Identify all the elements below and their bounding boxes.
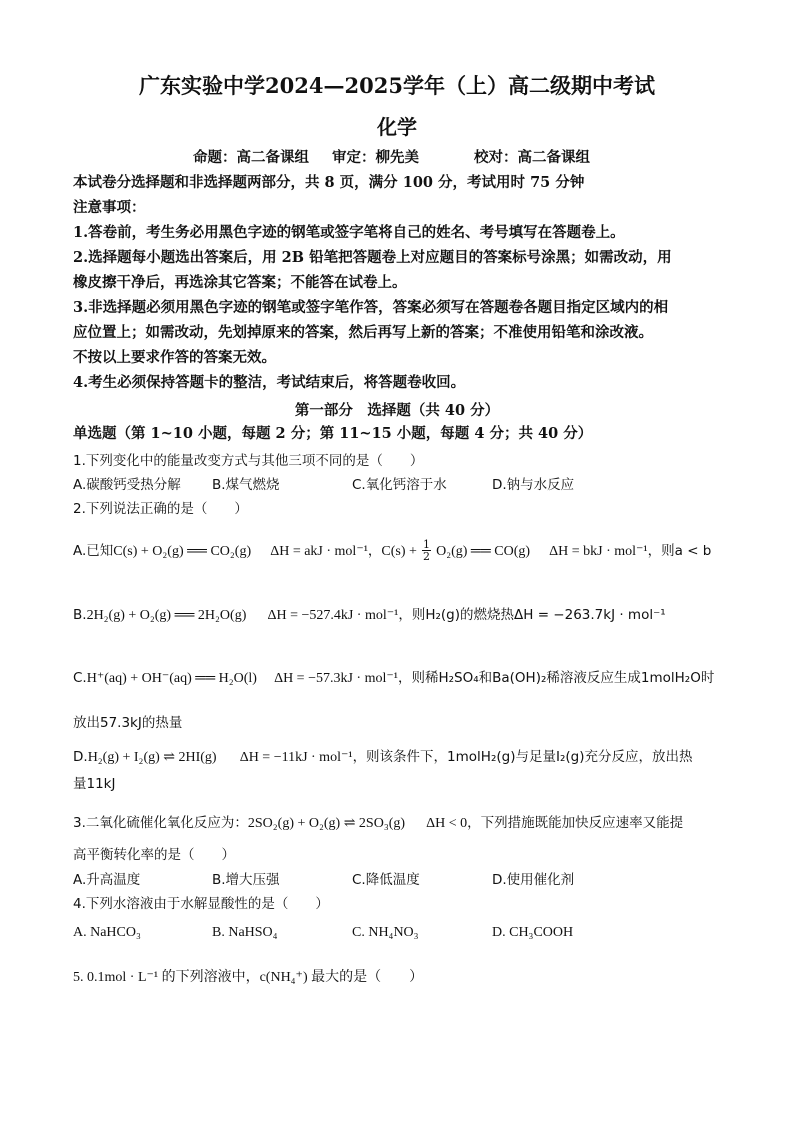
q3-option-b: B.增大压强 (212, 872, 280, 888)
q2-a-separator: ， (367, 543, 382, 559)
q1-option-a: A.碳酸钙受热分解 (73, 477, 181, 493)
q1-stem: 1.下列变化中的能量改变方式与其他三项不同的是（ ） (73, 453, 424, 469)
q2-a-enthalpy-2: ΔH = bkJ · mol⁻¹ (549, 544, 648, 559)
author-label: 命题：高二备课组 (193, 149, 309, 166)
q3-stem-tail: ，下列措施既能加快反应速率又能提 (467, 815, 684, 831)
q2-b-equation: 2H₂(g) + O₂(g) ══ 2H₂O(g) (86, 608, 247, 623)
section-instructions: 单选题（第 1~10 小题，每题 2 分；第 11~15 小题，每题 4 分；共 40 分） (73, 425, 593, 442)
q2-d-continuation: 量11kJ (73, 776, 116, 792)
q3-option-d: D.使用催化剂 (492, 872, 575, 888)
q4-option-c: C. NH₄NO₃ (352, 925, 419, 940)
q2-option-d (73, 745, 692, 766)
q2-b-enthalpy: ΔH = −527.4kJ · mol⁻¹ (267, 608, 399, 623)
q2-a-equation-2b: O₂(g) ══ CO(g) (436, 544, 531, 559)
q2-a-enthalpy-1: ΔH = akJ · mol⁻¹ (270, 544, 368, 559)
q1-option-c: C.氧化钙溶于水 (352, 477, 447, 493)
reviewer-label: 审定：柳先美 (332, 149, 419, 166)
q5-stem: 5. 0.1mol · L⁻¹ 的下列溶液中，c(NH₄⁺) 最大的是（ ） (73, 970, 424, 985)
q3-enthalpy: ΔH < 0 (426, 816, 468, 831)
q2-c-prefix: C. (73, 670, 87, 686)
q2-option-b (73, 603, 666, 624)
q2-c-enthalpy: ΔH = −57.3kJ · mol⁻¹ (274, 671, 398, 686)
q2-c-equation: H⁺(aq) + OH⁻(aq) ══ H₂O(l) (86, 671, 257, 686)
notice-heading: 注意事项： (73, 199, 146, 216)
q2-a-conclusion: ，则a < b (647, 543, 712, 559)
q3-equation: 2SO₂(g) + O₂(g) ⇌ 2SO₃(g) (247, 816, 406, 831)
notice-1: 1.答卷前，考生务必用黑色字迹的钢笔或签字笔将自己的姓名、考号填写在答题卷上。 (73, 224, 625, 241)
exam-subject: 化学 (377, 115, 417, 139)
q2-d-prefix: D. (73, 749, 88, 765)
proof-label: 校对：高二备课组 (474, 149, 590, 166)
half-fraction (422, 539, 431, 562)
q2-b-conclusion: ，则H₂(g)的燃烧热ΔH = −263.7kJ · mol⁻¹ (398, 607, 666, 623)
q2-d-enthalpy: ΔH = −11kJ · mol⁻¹ (239, 750, 353, 765)
q2-a-equation-1: C(s) + O₂(g) ══ CO₂(g) (113, 544, 252, 559)
exam-title: 广东实验中学2024—2025学年（上）高二级期中考试 (139, 73, 655, 98)
q2-a-equation-2a: C(s) + (381, 544, 417, 559)
q4-option-b: B. NaHSO₄ (212, 925, 278, 940)
notice-3-line1: 3.非选择题必须用黑色字迹的钢笔或签字笔作答，答案必须写在答题卷各题目指定区域内的相 (73, 299, 669, 316)
q3-stem-prefix: 3.二氧化硫催化氧化反应为： (73, 815, 248, 831)
q2-d-equation: H₂(g) + I₂(g) ⇌ 2HI(g) (87, 750, 217, 765)
q4-stem: 4.下列水溶液由于水解显酸性的是（ ） (73, 896, 329, 912)
q3-stem (73, 811, 683, 832)
q1-option-d: D.钠与水反应 (492, 477, 575, 493)
q2-c-conclusion: ，则稀H₂SO₄和Ba(OH)₂稀溶液反应生成1molH₂O时 (397, 670, 715, 686)
q3-option-a: A.升高温度 (73, 872, 141, 888)
q2-stem: 2.下列说法正确的是（ ） (73, 501, 248, 517)
notice-2-line2: 橡皮擦干净后，再选涂其它答案；不能答在试卷上。 (73, 274, 407, 291)
q4-option-a: A. NaHCO₃ (73, 925, 141, 940)
q2-option-a (73, 539, 711, 562)
q1-option-b: B.煤气燃烧 (212, 477, 280, 493)
q2-a-prefix: A.已知 (73, 543, 114, 559)
q4-option-d: D. CH₃COOH (492, 925, 574, 940)
notice-3-line3: 不按以上要求作答的答案无效。 (73, 349, 276, 366)
q2-d-conclusion: ，则该条件下，1molH₂(g)与足量I₂(g)充分反应，放出热 (352, 749, 693, 765)
q3-option-c: C.降低温度 (352, 872, 420, 888)
exam-summary: 本试卷分选择题和非选择题两部分，共 8 页，满分 100 分，考试用时 75 分钟 (73, 174, 585, 191)
notice-4: 4.考生必须保持答题卡的整洁，考试结束后，将答题卷收回。 (73, 374, 466, 391)
notice-3-line2: 应位置上；如需改动，先划掉原来的答案，然后再写上新的答案；不准使用铅笔和涂改液。 (73, 324, 653, 341)
notice-2-line1: 2.选择题每小题选出答案后，用 2B 铅笔把答题卷上对应题目的答案标号涂黑；如需改动，用 (73, 249, 672, 266)
fraction-denominator: 2 (423, 550, 431, 563)
section-title: 第一部分 选择题（共 40 分） (294, 402, 500, 419)
q3-stem-continuation: 高平衡转化率的是（ ） (73, 847, 235, 863)
q2-c-continuation: 放出57.3kJ的热量 (73, 715, 183, 731)
q2-b-prefix: B. (73, 607, 87, 623)
fraction-numerator: 1 (423, 538, 431, 551)
q2-option-c (73, 666, 714, 687)
